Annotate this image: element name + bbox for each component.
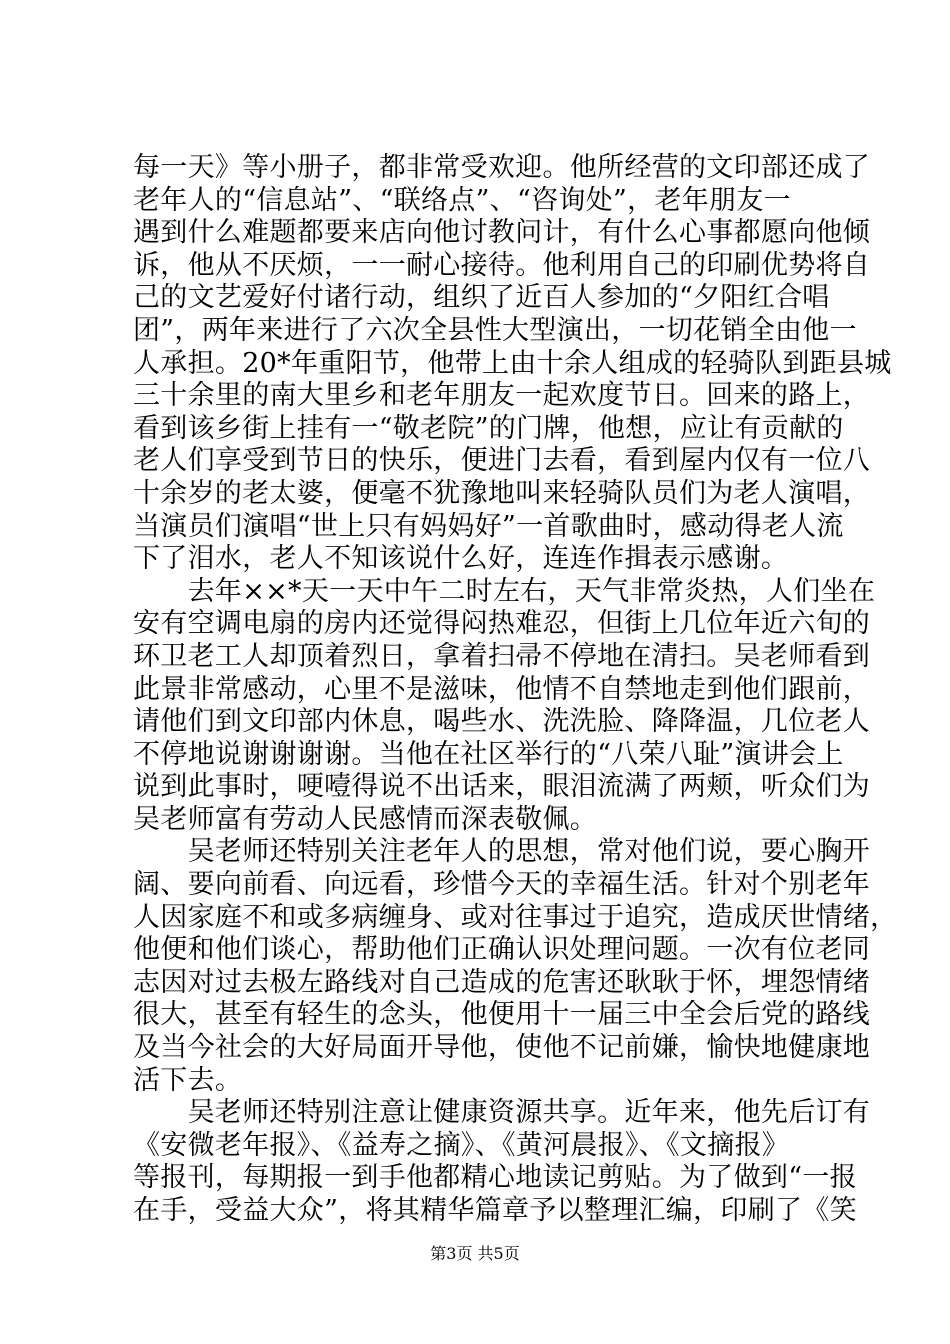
text-line: 遇到什么难题都要来店向他讨教问计，有什么心事都愿向他倾 (133, 217, 871, 249)
text-line: 团”，两年来进行了六次全县性大型演出，一切花销全由他一 (133, 314, 857, 346)
text-line: 下了泪水，老人不知该说什么好，连连作揖表示感谢。 (133, 543, 789, 575)
page-number: 第3页 共5页 (430, 1244, 520, 1263)
text-line: 当演员们演唱“世上只有妈妈好”一首歌曲时，感动得老人流 (133, 510, 844, 542)
text-line: 等报刊，每期报一到手他都精心地读记剪贴。为了做到“一报 (133, 1162, 857, 1194)
text-line: 吴老师还特别关注老年人的思想，常对他们说，要心胸开 (133, 836, 871, 868)
text-line: 老年人的“信息站”、“联络点”、“咨询处”，老年朋友一 (133, 184, 791, 216)
text-line: 他便和他们谈心，帮助他们正确认识处理问题。一次有位老同 (133, 934, 871, 966)
text-line: 《安微老年报》、《益寿之摘》、《黄河晨报》、《文摘报》 (133, 1129, 790, 1161)
text-line: 去年××*天一天中午二时左右，天气非常炎热，人们坐在 (133, 575, 876, 607)
text-line: 在手，受益大众”，将其精华篇章予以整理汇编，印刷了《笑 (133, 1195, 857, 1226)
text-line: 请他们到文印部内休息，喝些水、洗洗脸、降降温，几位老人 (133, 706, 871, 738)
text-line: 环卫老工人却顶着烈日，拿着扫帚不停地在清扫。吴老师看到 (133, 640, 871, 672)
text-line: 吴老师还特别注意让健康资源共享。近年来，他先后订有 (133, 1097, 871, 1129)
text-line: 很大，甚至有轻生的念头，他便用十一届三中全会后党的路线 (133, 999, 871, 1031)
text-line: 看到该乡街上挂有一“敬老院”的门牌，他想，应让有贡献的 (133, 412, 844, 444)
text-line: 活下去。 (133, 1064, 243, 1096)
text-line: 老人们享受到节日的快乐，便进门去看，看到屋内仅有一位八 (133, 445, 871, 477)
text-line: 此景非常感动，心里不是滋味，他情不自禁地走到他们跟前， (133, 673, 871, 705)
text-line: 志因对过去极左路线对自己造成的危害还耿耿于怀，埋怨情绪 (133, 966, 871, 998)
text-line: 吴老师富有劳动人民感情而深表敬佩。 (133, 803, 598, 835)
text-line: 人承担。20*年重阳节，他带上由十余人组成的轻骑队到距县城 (133, 347, 892, 379)
text-line: 人因家庭不和或多病缠身、或对往事过于追究，造成厌世情绪， (133, 901, 898, 933)
text-line: 及当今社会的大好局面开导他，使他不记前嫌，愉快地健康地 (133, 1032, 871, 1064)
text-line: 不停地说谢谢谢谢。当他在社区举行的“八荣八耻”演讲会上 (133, 738, 844, 770)
text-line: 安有空调电扇的房内还觉得闷热难忍，但街上几位年近六旬的 (133, 608, 871, 640)
text-line: 阔、要向前看、向远看，珍惜今天的幸福生活。针对个别老年 (133, 869, 871, 901)
text-line: 诉，他从不厌烦，一一耐心接待。他利用自己的印刷优势将自 (133, 249, 871, 281)
text-line: 说到此事时，哽噎得说不出话来，眼泪流满了两颊，听众们为 (133, 771, 871, 803)
text-line: 每一天》等小册子，都非常受欢迎。他所经营的文印部还成了 (133, 152, 871, 183)
text-line: 十余岁的老太婆，便毫不犹豫地叫来轻骑队员们为老人演唱， (133, 477, 871, 509)
page-footer (0, 1244, 950, 1264)
text-line: 三十余里的南大里乡和老年朋友一起欢度节日。回来的路上， (133, 380, 871, 412)
body-text (133, 152, 898, 1228)
text-line: 己的文艺爱好付诸行动，组织了近百人参加的“夕阳红合唱 (133, 282, 830, 314)
